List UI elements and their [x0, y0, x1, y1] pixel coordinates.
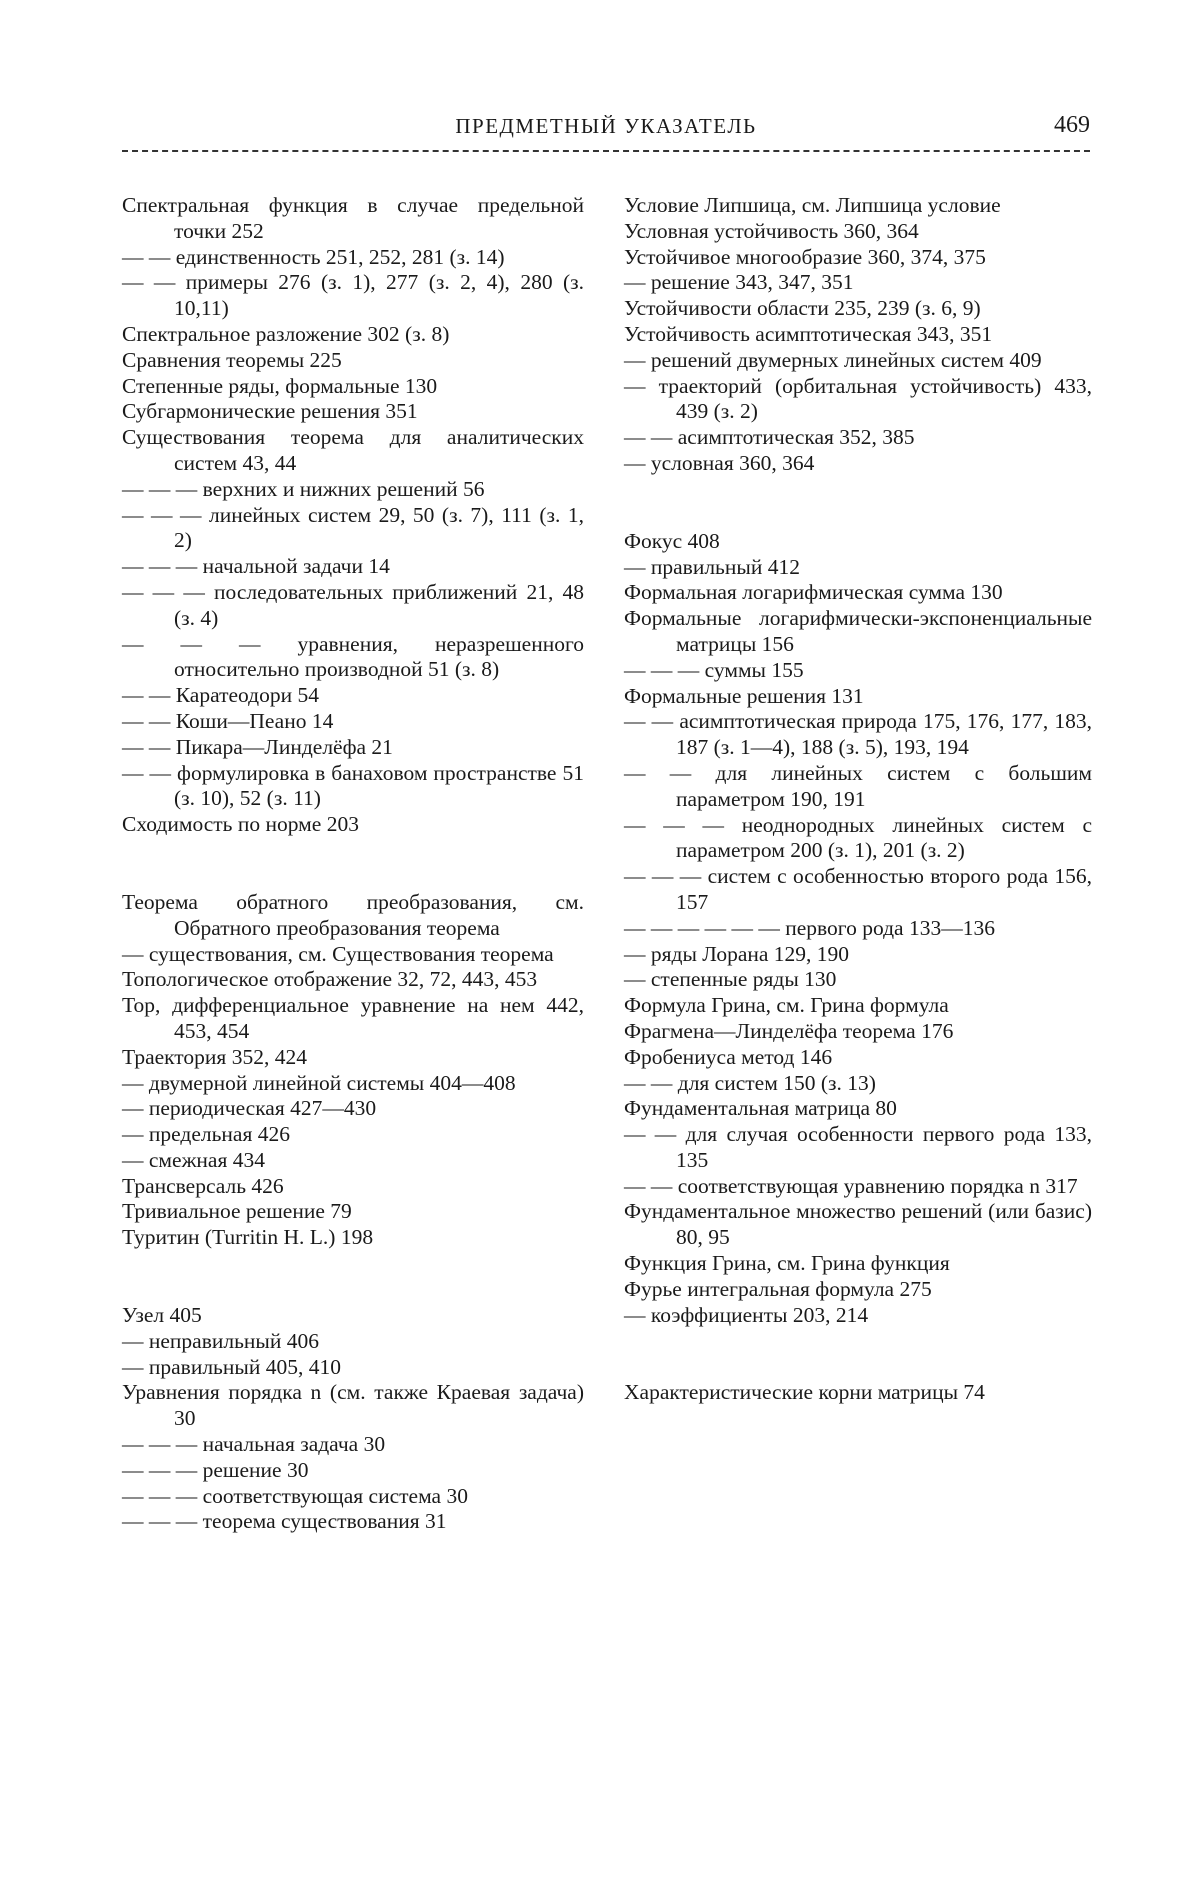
index-entry: Тривиальное решение 79 — [122, 1199, 352, 1224]
index-entry: Устойчивости области 235, 239 (з. 6, 9) — [624, 296, 981, 321]
index-entry: Сходимость по норме 203 — [122, 812, 359, 837]
section-gap — [624, 477, 1092, 529]
section-gap — [122, 838, 584, 890]
index-entry: — — — — — — первого рода 133—136 — [624, 915, 995, 940]
index-entry: — — для линейных систем с большим параметром 190, 191 — [624, 760, 1092, 811]
index-entry: — — — уравнения, неразрешенного относительно производной 51 (з. 8) — [122, 631, 584, 682]
index-entry-section-start: Характеристические корни матрицы 74 — [624, 1380, 985, 1405]
index-entry: — — — систем с особенностью второго рода 156, 157 — [624, 864, 1092, 914]
index-entry: Уравнения порядка n (см. также Краевая задача) 30 — [122, 1380, 584, 1431]
index-entry: — — асимптотическая 352, 385 — [624, 425, 915, 450]
page-number: 469 — [1054, 112, 1090, 138]
index-entry-section-start: Теорема обратного преобразования, см. Обратного преобразования теорема — [122, 889, 584, 940]
index-entry: — — — неоднородных линейных систем с параметром 200 (з. 1), 201 (з. 2) — [624, 812, 1092, 863]
index-entry-section-start: Узел 405 — [122, 1303, 202, 1328]
index-entry: — существования, см. Существования теорема — [122, 941, 554, 966]
index-entry: — — формулировка в банаховом пространстве 51 (з. 10), 52 (з. 11) — [122, 760, 584, 811]
index-entry: Траектория 352, 424 — [122, 1044, 307, 1069]
index-entry: — — — соответствующая система 30 — [122, 1483, 468, 1508]
index-entry: — периодическая 427—430 — [122, 1096, 377, 1121]
index-entry: Трансверсаль 426 — [122, 1173, 284, 1198]
index-entry: Функция Грина, см. Грина функция — [624, 1251, 950, 1276]
index-entry: Сравнения теоремы 225 — [122, 347, 342, 372]
header-rule — [122, 150, 1090, 152]
index-entry: — правильный 412 — [624, 554, 800, 579]
index-entry: — — Пикара—Линделёфа 21 — [122, 734, 393, 759]
index-entry: Условная устойчивость 360, 364 — [624, 218, 919, 243]
index-entry: Формальная логарифмическая сумма 130 — [624, 580, 1003, 605]
index-entry: — неправильный 406 — [122, 1328, 319, 1353]
index-entry: — — соответствующая уравнению порядка n 317 — [624, 1173, 1078, 1198]
index-entry: — — — решение 30 — [122, 1457, 309, 1482]
index-entry: Фрагмена—Линделёфа теорема 176 — [624, 1018, 954, 1043]
index-entry: — — — линейных систем 29, 50 (з. 7), 111 (з. 1, 2) — [122, 502, 584, 553]
index-entry: Туритин (Turritin H. L.) 198 — [122, 1225, 374, 1250]
right-column — [624, 193, 1092, 1406]
index-entry: — — — последовательных приближений 21, 48 (з. 4) — [122, 579, 584, 630]
index-entry: — — для систем 150 (з. 13) — [624, 1070, 876, 1095]
section-gap — [624, 1328, 1092, 1380]
index-entry: — — — начальная задача 30 — [122, 1432, 386, 1457]
index-entry-section-start: Фокус 408 — [624, 528, 720, 553]
index-entry: — смежная 434 — [122, 1147, 265, 1172]
index-entry: — — — верхних и нижних решений 56 — [122, 476, 485, 501]
index-entry: Фурье интегральная формула 275 — [624, 1276, 932, 1301]
index-entry: Устойчивое многообразие 360, 374, 375 — [624, 244, 986, 269]
index-entry: Топологическое отображение 32, 72, 443, 453 — [122, 967, 538, 992]
index-entry: — условная 360, 364 — [624, 450, 815, 475]
index-entry: — — асимптотическая природа 175, 176, 177, 183, 187 (з. 1—4), 188 (з. 5), 193, 194 — [624, 709, 1092, 760]
index-entry: Существования теорема для аналитических систем 43, 44 — [122, 425, 584, 475]
index-entry: — — — начальной задачи 14 — [122, 554, 390, 579]
index-entry: — — Каратеодори 54 — [122, 683, 319, 708]
index-entry: — решение 343, 347, 351 — [624, 270, 854, 295]
index-entry: — — примеры 276 (з. 1), 277 (з. 2, 4), 280 (з. 10,11) — [122, 270, 584, 321]
index-entry: Устойчивость асимптотическая 343, 351 — [624, 321, 993, 346]
page-title: ПРЕДМЕТНЫЙ УКАЗАТЕЛЬ — [455, 114, 757, 138]
index-entry: Фундаментальная матрица 80 — [624, 1096, 897, 1121]
index-entry: Фундаментальное множество решений (или базис) 80, 95 — [624, 1199, 1092, 1250]
index-entry: Фробениуса метод 146 — [624, 1044, 833, 1069]
index-entry: Формальные решения 131 — [624, 683, 864, 708]
index-entry: Субгармонические решения 351 — [122, 399, 418, 424]
index-entry: — — — суммы 155 — [624, 657, 804, 682]
index-entry: — — — теорема существования 31 — [122, 1509, 447, 1534]
index-entry: Тор, дифференциальное уравнение на нем 442, 453, 454 — [122, 993, 584, 1043]
index-entry: — предельная 426 — [122, 1122, 290, 1147]
running-header — [122, 112, 1090, 142]
index-entry: — степенные ряды 130 — [624, 967, 837, 992]
index-entry: Спектральная функция в случае предельной точки 252 — [122, 193, 584, 243]
index-entry: — коэффициенты 203, 214 — [624, 1302, 869, 1327]
left-column — [122, 193, 584, 1535]
index-entry: — ряды Лорана 129, 190 — [624, 941, 850, 966]
index-entry: — — Коши—Пеано 14 — [122, 708, 334, 733]
index-entry: — решений двумерных линейных систем 409 — [624, 347, 1042, 372]
index-entry: — — единственность 251, 252, 281 (з. 14) — [122, 244, 505, 269]
index-entry: — — для случая особенности первого рода 133, 135 — [624, 1122, 1092, 1172]
index-entry: — траекторий (орбитальная устойчивость) 433, 439 (з. 2) — [624, 373, 1092, 424]
index-entry: Условие Липшица, см. Липшица условие — [624, 193, 1001, 217]
index-entry: Формальные логарифмически-экспоненциальные матрицы 156 — [624, 606, 1092, 656]
index-entry: Спектральное разложение 302 (з. 8) — [122, 321, 450, 346]
section-gap — [122, 1251, 584, 1303]
index-entry: Формула Грина, см. Грина формула — [624, 993, 949, 1018]
index-entry: Степенные ряды, формальные 130 — [122, 373, 438, 398]
index-entry: — двумерной линейной системы 404—408 — [122, 1070, 516, 1095]
index-entry: — правильный 405, 410 — [122, 1354, 341, 1379]
